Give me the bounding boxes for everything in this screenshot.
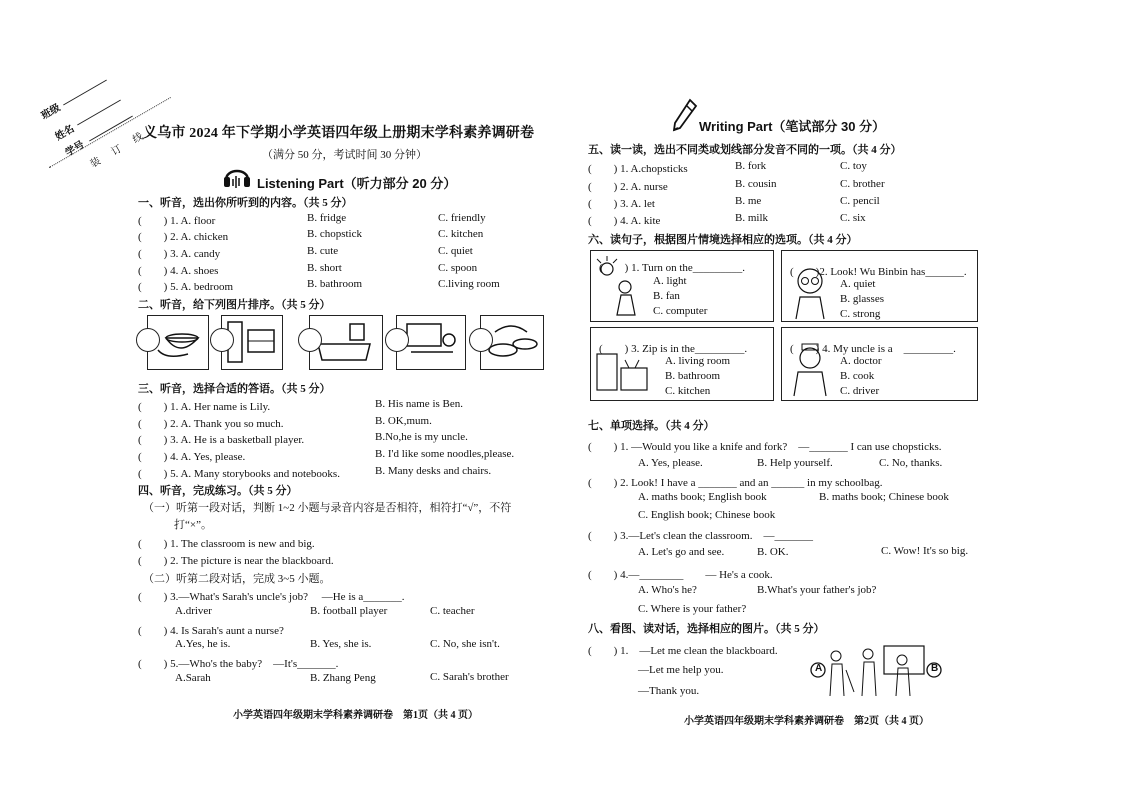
picture-question-box-1	[590, 250, 774, 322]
seal-line-text: 装 订 线	[88, 128, 151, 171]
s5-q2-b: B. cousin	[735, 178, 777, 190]
s1-q1: ( ) 1. A. floor	[138, 215, 216, 227]
section-7-heading: 七、单项选择。（共 4 分）	[588, 420, 715, 432]
s3-q1-a: ( ) 1. A. Her name is Lily.	[138, 401, 271, 413]
s1-q3-c: C. quiet	[438, 245, 473, 257]
listening-part-header: Listening Part（听力部分 20 分）	[257, 176, 457, 191]
s8-line-2: —Let me help you.	[638, 664, 724, 676]
s4-part2-instruction: （二）听第二段对话，完成 3~5 小题。	[143, 573, 331, 585]
picture-question-box-2	[781, 250, 978, 322]
s6-box3-c: C. kitchen	[665, 385, 711, 397]
section-8-heading: 八、看图、读对话，选择相应的图片。（共 5 分）	[588, 623, 825, 635]
classroom-cleaning-picture	[810, 640, 942, 700]
s7-q2: ( ) 2. Look! I have a _______ and an ______ in my schoolbag.	[588, 477, 883, 489]
s7-q1-c: C. No, thanks.	[879, 457, 943, 469]
page-2	[562, 0, 1123, 793]
page-footer: 小学英语四年级期末学科素养调研卷 第1页（共 4 页）	[233, 710, 478, 721]
order-circle-3[interactable]	[298, 328, 322, 352]
s3-q3-a: ( ) 3. A. He is a basketball player.	[138, 434, 305, 446]
section-4-heading: 四、听音，完成练习。（共 5 分）	[138, 485, 298, 497]
s7-q2-c: C. English book; Chinese book	[638, 509, 776, 521]
name-label: 姓名	[53, 123, 77, 143]
s7-q4: ( ) 4.—________ — He's a cook.	[588, 569, 773, 581]
id-label: 学号	[63, 139, 87, 159]
order-circle-5[interactable]	[469, 328, 493, 352]
s4-part1-instruction-cont: 打“×”。	[174, 519, 212, 531]
s7-q3-c: C. Wow! It's so big.	[881, 545, 969, 557]
s5-q3-a: ( ) 3. A. let	[588, 198, 655, 210]
section-5-heading: 五、读一读，选出不同类或划线部分发音不同的一项。（共 4 分）	[588, 144, 902, 156]
s1-q5-c: C.living room	[438, 278, 500, 290]
s6-box1-b: B. fan	[653, 290, 680, 302]
section-1-heading: 一、听音，选出你所听到的内容。（共 5 分）	[138, 197, 353, 209]
s6-box1-c: C. computer	[653, 305, 708, 317]
picture-question-box-3	[590, 327, 774, 401]
s4-q5-c: C. Sarah's brother	[430, 671, 509, 683]
s1-q2-b: B. chopstick	[307, 228, 362, 240]
s3-q4-b: B. I'd like some noodles,please.	[375, 448, 515, 460]
s5-q2-c: C. brother	[840, 178, 885, 190]
s3-q4-a: ( ) 4. A. Yes, please.	[138, 451, 246, 463]
page-title: 义乌市 2024 年下学期小学英语四年级上册期末学科素养调研卷	[143, 126, 535, 141]
name-line	[77, 100, 121, 126]
s6-box4-c: C. driver	[840, 385, 880, 397]
s7-q1-b: B. Help yourself.	[757, 457, 833, 469]
s3-q1-b: B. His name is Ben.	[375, 398, 463, 410]
class-label: 班级	[39, 102, 63, 122]
s1-q2: ( ) 2. A. chicken	[138, 231, 229, 243]
section-3-heading: 三、听音，选择合适的答语。（共 5 分）	[138, 383, 331, 395]
section-2-heading: 二、听音，给下列图片排序。（共 5 分）	[138, 299, 331, 311]
s1-q4-b: B. short	[307, 262, 342, 274]
s1-q1-b: B. fridge	[307, 212, 347, 224]
s5-q1-a: ( ) 1. A.chopsticks	[588, 163, 688, 175]
s7-q4-c: C. Where is your father?	[638, 603, 747, 615]
s1-q3-b: B. cute	[307, 245, 339, 257]
s4-q5-a: A.Sarah	[175, 672, 211, 684]
s6-box4-question: ( ) 4. My uncle is a _________.	[790, 343, 956, 355]
order-circle-2[interactable]	[210, 328, 234, 352]
s5-q3-c: C. pencil	[840, 195, 880, 207]
s4-q4-b: B. Yes, she is.	[310, 638, 372, 650]
s1-q4: ( ) 4. A. shoes	[138, 265, 219, 277]
s5-q3-b: B. me	[735, 195, 762, 207]
order-circle-4[interactable]	[385, 328, 409, 352]
headphones-icon	[222, 162, 252, 190]
pencil-icon	[672, 98, 698, 132]
s7-q4-a: A. Who's he?	[638, 584, 697, 596]
s4-q4: ( ) 4. Is Sarah's aunt a nurse?	[138, 625, 284, 637]
s5-q1-c: C. toy	[840, 160, 867, 172]
s7-q1: ( ) 1. —Would you like a knife and fork? —_______ I can use chopsticks.	[588, 441, 942, 453]
s3-q5-b: B. Many desks and chairs.	[375, 465, 492, 477]
writing-part-header: Writing Part（笔试部分 30 分）	[699, 119, 886, 134]
s5-q4-b: B. milk	[735, 212, 769, 224]
s7-q1-a: A. Yes, please.	[638, 457, 703, 469]
picture-label-b: B	[931, 663, 939, 674]
exam-info: （满分 50 分，考试时间 30 分钟）	[262, 149, 427, 161]
cleaning-scene-icon	[810, 640, 942, 700]
s4-q3: ( ) 3.—What's Sarah's uncle's job? —He is a_______.	[138, 591, 405, 603]
s7-q3: ( ) 3.—Let's clean the classroom. —_______	[588, 530, 813, 542]
s6-box2-question: ( )2. Look! Wu Binbin has_______.	[790, 266, 967, 278]
s3-q2-b: B. OK,mum.	[375, 415, 432, 427]
s1-q2-c: C. kitchen	[438, 228, 484, 240]
s7-q4-b: B.What's your father's job?	[757, 584, 877, 596]
s6-box4-b: B. cook	[840, 370, 875, 382]
class-line	[63, 80, 107, 106]
s6-box3-b: B. bathroom	[665, 370, 720, 382]
s3-q3-b: B.No,he is my uncle.	[375, 431, 468, 443]
s5-q1-b: B. fork	[735, 160, 767, 172]
s4-q3-a: A.driver	[175, 605, 212, 617]
s4-q5: ( ) 5.—Who's the baby? —It's_______.	[138, 658, 339, 670]
s7-q3-a: A. Let's go and see.	[638, 546, 725, 558]
s6-box2-a: A. quiet	[840, 278, 876, 290]
s5-q4-a: ( ) 4. A. kite	[588, 215, 661, 227]
s8-line-1: ( ) 1. —Let me clean the blackboard.	[588, 645, 778, 657]
s6-box2-b: B. glasses	[840, 293, 884, 305]
s4-q4-a: A.Yes, he is.	[175, 638, 231, 650]
s4-q5-b: B. Zhang Peng	[310, 672, 376, 684]
s1-q5-b: B. bathroom	[307, 278, 362, 290]
s1-q3: ( ) 3. A. candy	[138, 248, 221, 260]
s6-box1-a: A. light	[653, 275, 687, 287]
s7-q2-b: B. maths book; Chinese book	[819, 491, 949, 503]
page-footer: 小学英语四年级期末学科素养调研卷 第2页（共 4 页）	[684, 716, 929, 727]
s4-q3-c: C. teacher	[430, 605, 475, 617]
s7-q3-b: B. OK.	[757, 546, 789, 558]
section-6-heading: 六、读句子，根据图片情境选择相应的选项。（共 4 分）	[588, 234, 858, 246]
order-circle-1[interactable]	[136, 328, 160, 352]
s6-box1-question: ( ) 1. Turn on the_________.	[599, 262, 746, 274]
s3-q2-a: ( ) 2. A. Thank you so much.	[138, 418, 284, 430]
s6-box2-c: C. strong	[840, 308, 881, 320]
s8-line-3: —Thank you.	[638, 685, 700, 697]
picture-label-a: A	[815, 663, 823, 674]
s6-box4-a: A. doctor	[840, 355, 882, 367]
s6-box3-a: A. living room	[665, 355, 731, 367]
s4-q3-b: B. football player	[310, 605, 388, 617]
s1-q4-c: C. spoon	[438, 262, 478, 274]
s6-box3-question: ( ) 3. Zip is in the_________.	[599, 343, 748, 355]
s3-q5-a: ( ) 5. A. Many storybooks and notebooks.	[138, 468, 340, 480]
s4-q4-c: C. No, she isn't.	[430, 638, 500, 650]
s1-q5: ( ) 5. A. bedroom	[138, 281, 234, 293]
s4-part1-instruction: （一）听第一段对话，判断 1~2 小题与录音内容是否相符，相符打“√”，不符	[143, 502, 512, 514]
s5-q4-c: C. six	[840, 212, 866, 224]
s4-j1: ( ) 1. The classroom is new and big.	[138, 538, 315, 550]
s4-j2: ( ) 2. The picture is near the blackboard.	[138, 555, 334, 567]
s1-q1-c: C. friendly	[438, 212, 486, 224]
picture-question-box-4	[781, 327, 978, 401]
s7-q2-a: A. maths book; English book	[638, 491, 767, 503]
s5-q2-a: ( ) 2. A. nurse	[588, 181, 668, 193]
